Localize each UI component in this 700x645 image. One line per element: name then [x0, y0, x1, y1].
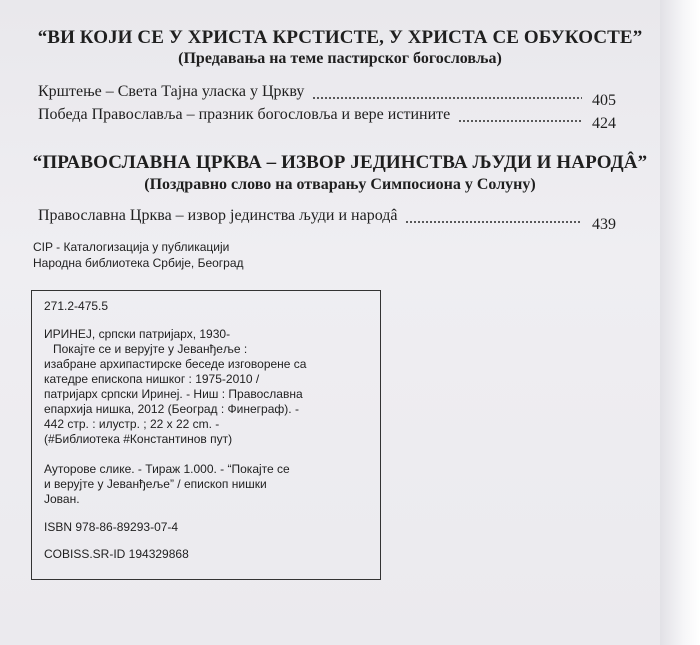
- cip-record-box: [31, 290, 381, 580]
- cip-record-line: ИРИНЕЈ, српски патријарх, 1930-: [44, 327, 231, 341]
- toc-entry-title: Победа Православља – празник богословља и вере истините: [38, 106, 451, 123]
- cip-record-line: изабране архипастирске беседе изговорене са: [44, 357, 307, 371]
- cip-isbn: ISBN 978-86-89293-07-4: [44, 520, 179, 534]
- cip-notes-line: и верујте у Јеванђеље” / епископ нишки: [44, 477, 267, 491]
- toc-leader-dots: [312, 96, 582, 100]
- toc-entry: [38, 207, 616, 233]
- cip-record-line: 442 стр. : илустр. ; 22 x 22 cm. -: [44, 417, 220, 431]
- toc-entry: [38, 83, 616, 109]
- toc-entry-page: 424: [592, 115, 616, 132]
- cip-record-line: патријарх српски Иринеј. - Ниш : Православна: [44, 387, 303, 401]
- cip-classification: 271.2-475.5: [44, 299, 109, 313]
- page-edge-shadow: [660, 0, 700, 645]
- toc-entry: [38, 106, 616, 132]
- section-1-title: “ВИ КОЈИ СЕ У ХРИСТА КРСТИСТЕ, У ХРИСТА СЕ ОБУКОСТЕ”: [37, 27, 643, 48]
- cip-record-line: (#Библиотека #Константинов пут): [44, 432, 233, 446]
- toc-entry-title: Православна Црква – извор јединства људи и народâ: [38, 207, 398, 224]
- toc-leader-dots: [458, 119, 582, 123]
- cip-notes-line: Јован.: [44, 492, 80, 506]
- toc-leader-dots: [405, 220, 582, 224]
- cip-header-line: CIP - Каталогизација у публикацији: [33, 240, 230, 254]
- section-2-title: “ПРАВОСЛАВНА ЦРКВА – ИЗВОР ЈЕДИНСТВА ЉУДИ И НАРОДÂ”: [32, 152, 648, 173]
- toc-entry-title: Крштење – Света Тајна уласка у Цркву: [38, 83, 305, 100]
- toc-entry-page: 439: [592, 216, 616, 233]
- cip-record-line: епархија нишка, 2012 (Београд : Финеграф). -: [44, 402, 299, 416]
- cip-record-line: Покајте се и верујте у Јеванђеље :: [53, 342, 248, 356]
- section-1-subtitle: (Предавања на теме пастирског богословља): [178, 50, 502, 67]
- cip-notes-line: Ауторове слике. - Тираж 1.000. - “Покајте се: [44, 462, 290, 476]
- cip-cobiss: COBISS.SR-ID 194329868: [44, 547, 189, 561]
- toc-entry-page: 405: [592, 92, 616, 109]
- cip-header-line: Народна библиотека Србије, Београд: [33, 256, 244, 270]
- cip-record-line: катедре епископа нишког : 1975-2010 /: [44, 372, 260, 386]
- section-2-subtitle: (Поздравно слово на отварању Симпосиона у Солуну): [144, 176, 536, 193]
